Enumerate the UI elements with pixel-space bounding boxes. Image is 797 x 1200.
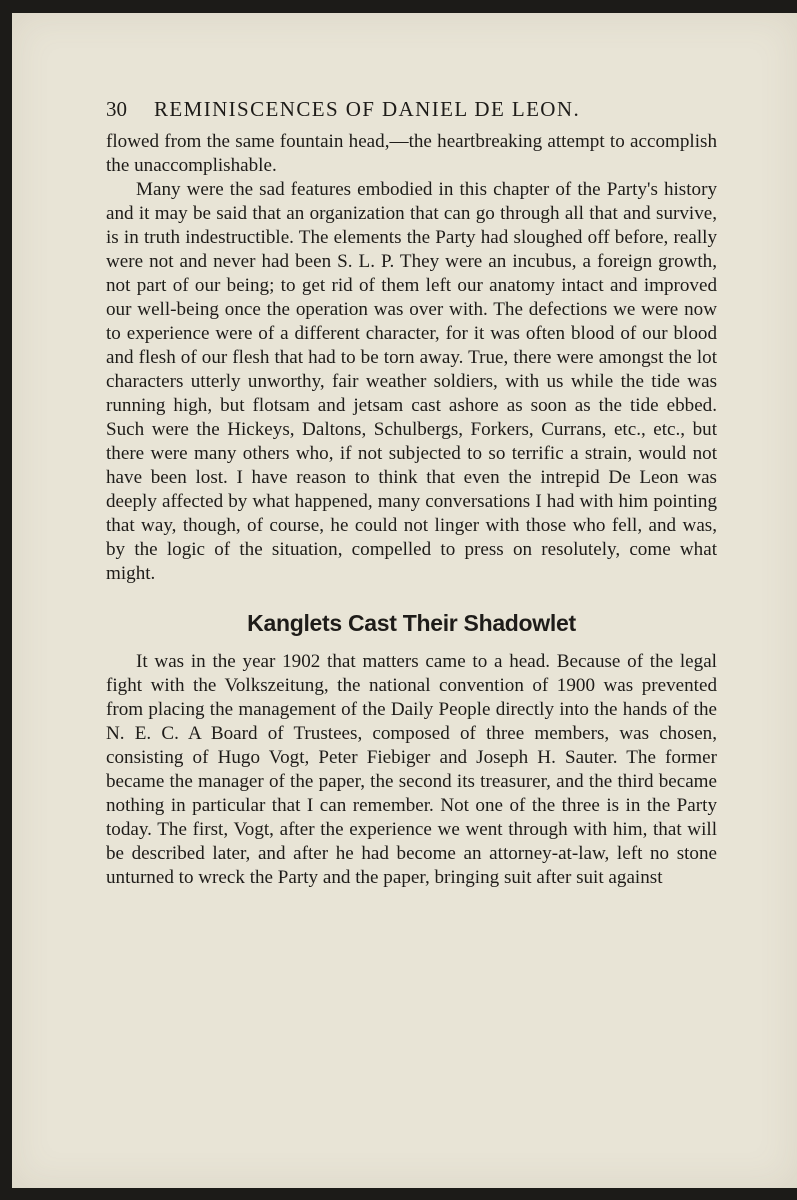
paragraph: It was in the year 1902 that matters came to a head. Because of the legal fight with the Volkszeitung, the national convention of 1900 was prevented from placing the management of the Daily People directly into the hands of the N. E. C. A Board of Trustees, composed of three members, was chosen, consisting of Hugo Vogt, Peter Fiebiger and Joseph H. Sauter. The former became the manager of the paper, the second its treasurer, and the third became nothing in particular that I can remember. Not one of the three is in the Party today. The first, Vogt, after the experience we went through with him, that will be described later, and after he had become an attorney-at-law, left no stone unturned to wreck the Party and the paper, bringing suit after suit against (106, 651, 717, 888)
book-page (12, 13, 797, 1188)
page-content (106, 97, 717, 890)
section-heading: Kanglets Cast Their Shadowlet (247, 610, 576, 636)
paragraph: Many were the sad features embodied in this chapter of the Party's history and it may be said that an organization that can go through all that and survive, is in truth indestructible. The elements the Party had sloughed off before, really were not and never had been S. L. P. They were an incubus, a foreign growth, not part of our being; to get rid of them left our anatomy intact and improved our well-being once the operation was over with. The defections we were now to experience were of a different character, for it was often blood of our blood and flesh of our flesh that had to be torn away. True, there were amongst the lot characters utterly unworthy, fair weather soldiers, with us while the tide was running high, but flotsam and jetsam cast ashore as soon as the tide ebbed. Such were the Hickeys, Daltons, Schulbergs, Forkers, Currans, etc., etc., but there were many others who, if not subjected to so terrific a strain, would not have been lost. I have reason to think that even the intrepid De Leon was deeply affected by what happened, many conversations I had with him pointing that way, though, of course, he could not linger with those who fell, and was, by the logic of the situation, compelled to press on resolutely, come what might. (106, 179, 717, 584)
page-number: 30 (106, 97, 127, 121)
running-header (106, 97, 717, 127)
paragraph-continued: flowed from the same fountain head,—the heartbreaking attempt to accomplish the unaccomplishable. (106, 131, 717, 176)
running-title: REMINISCENCES OF DANIEL DE LEON. (154, 97, 581, 121)
